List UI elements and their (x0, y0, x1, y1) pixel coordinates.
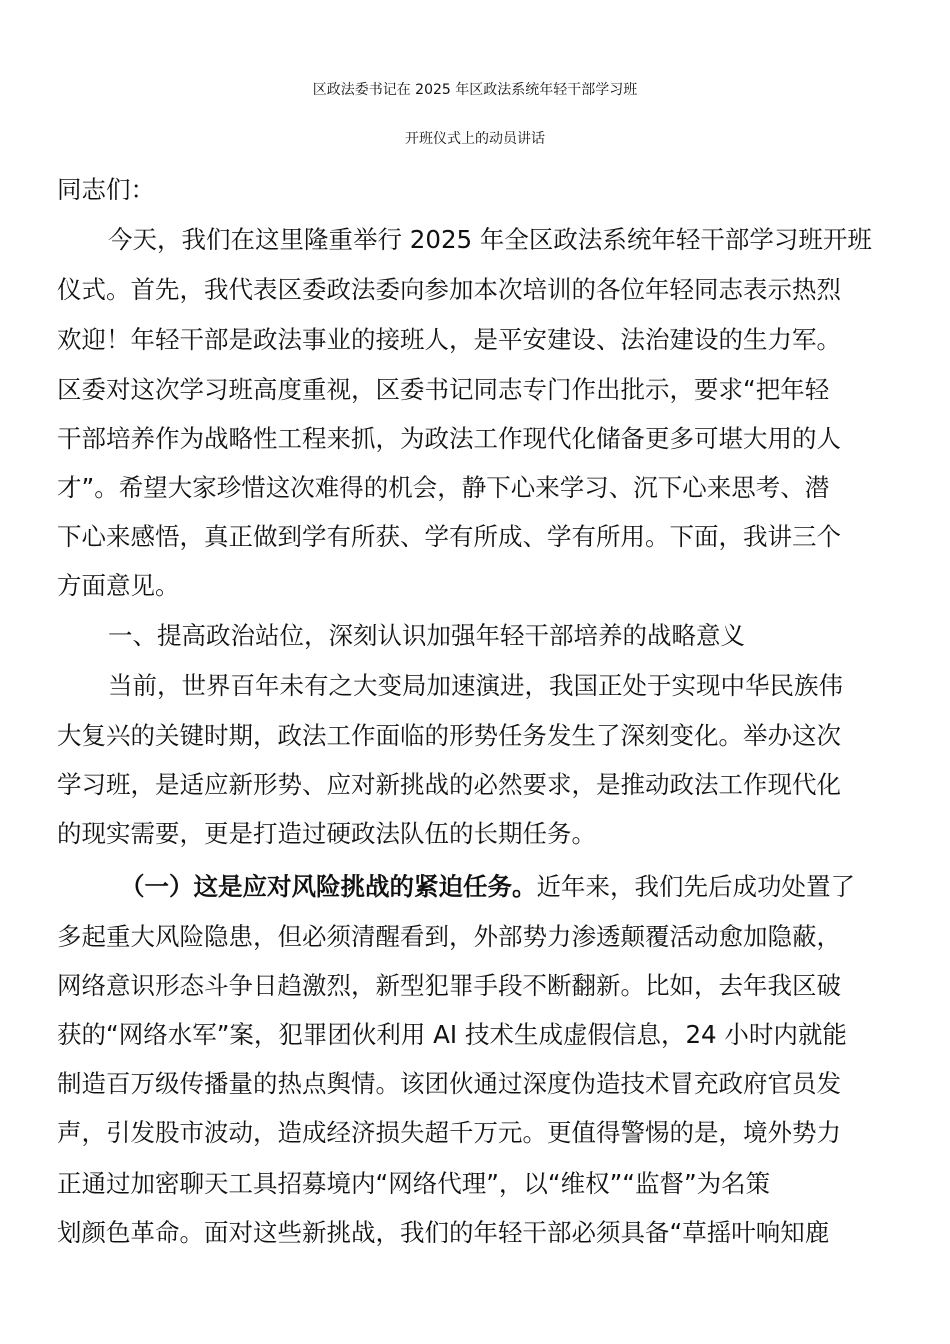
paragraph-line: 多起重大风险隐患，但必须清醒看到，外部势力渗透颠覆活动愈加隐蔽， (57, 922, 841, 951)
paragraph-line: 区委对这次学习班高度重视，区委书记同志专门作出批示，要求“把年轻 (57, 375, 830, 404)
paragraph-line: 今天，我们在这里隆重举行 2025 年全区政法系统年轻干部学习班开班 (108, 225, 872, 254)
title-line: 区政法委书记在 2025 年区政法系统年轻干部学习班 (312, 82, 638, 98)
section-heading: 一、提高政治站位，深刻认识加强年轻干部培养的战略意义 (108, 621, 745, 650)
subsection-text: 近年来，我们先后成功处置了 (536, 872, 855, 901)
document-title (40, 66, 910, 164)
paragraph-line: 声，引发股市波动，造成经济损失超千万元。更值得警惕的是，境外势力 (57, 1118, 841, 1147)
paragraph-line: 当前，世界百年未有之大变局加速演进，我国正处于实现中华民族伟 (108, 671, 843, 700)
paragraph-line: 方面意见。 (57, 571, 180, 600)
salutation: 同志们： (57, 175, 155, 204)
paragraph-line: 的现实需要，更是打造过硬政法队伍的长期任务。 (57, 819, 596, 848)
paragraph-line: 才”。希望大家珍惜这次难得的机会，静下心来学习、沉下心来思考、潜 (57, 473, 830, 502)
subsection-heading: （一）这是应对风险挑战的紧迫任务。 (120, 872, 537, 901)
paragraph-line: 划颜色革命。面对这些新挑战，我们的年轻干部必须具备“草摇叶响知鹿 (57, 1218, 830, 1247)
paragraph-line: 获的“网络水军”案，犯罪团伙利用 AI 技术生成虚假信息，24 小时内就能 (57, 1020, 847, 1049)
subsection-line (120, 862, 855, 912)
paragraph-line: 下心来感悟，真正做到学有所获、学有所成、学有所用。下面，我讲三个 (57, 522, 841, 551)
paragraph-line: 正通过加密聊天工具招募境内“网络代理”，以“维权”“监督”为名策 (57, 1169, 771, 1198)
paragraph-line: 欢迎！年轻干部是政法事业的接班人，是平安建设、法治建设的生力军。 (57, 325, 841, 354)
paragraph-line: 仪式。首先，我代表区委政法委向参加本次培训的各位年轻同志表示热烈 (57, 275, 841, 304)
paragraph-line: 大复兴的关键时期，政法工作面临的形势任务发生了深刻变化。举办这次 (57, 721, 841, 750)
paragraph-line: 干部培养作为战略性工程来抓，为政法工作现代化储备更多可堪大用的人 (57, 424, 841, 453)
paragraph-line: 网络意识形态斗争日趋激烈，新型犯罪手段不断翻新。比如，去年我区破 (57, 971, 841, 1000)
paragraph-line: 学习班，是适应新形势、应对新挑战的必然要求，是推动政法工作现代化 (57, 770, 841, 799)
paragraph-line: 制造百万级传播量的热点舆情。该团伙通过深度伪造技术冒充政府官员发 (57, 1069, 841, 1098)
title-line: 开班仪式上的动员讲话 (405, 131, 545, 147)
